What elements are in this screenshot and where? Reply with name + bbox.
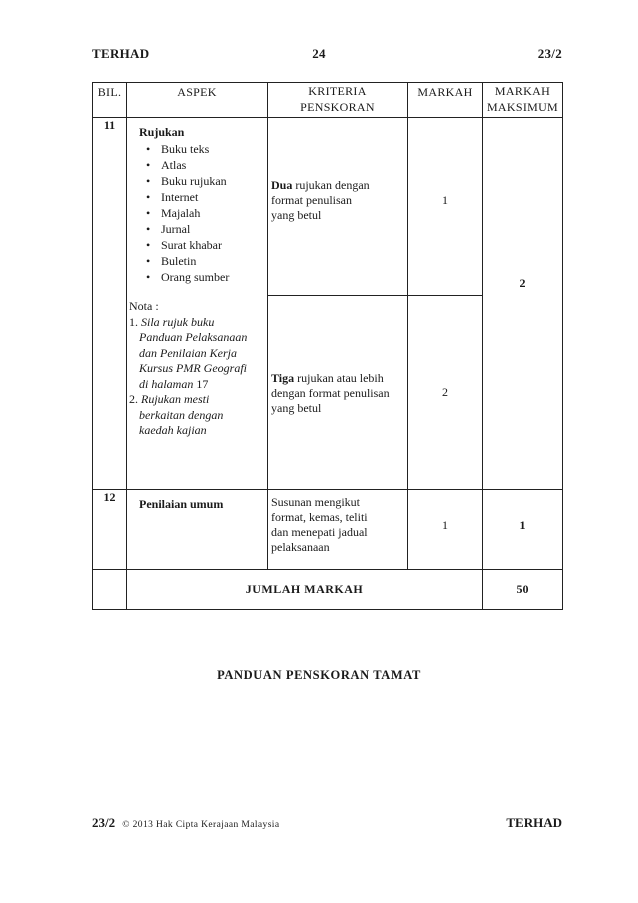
criteria-penilaian	[268, 490, 407, 555]
nota-item-1	[129, 315, 267, 331]
aspek-label: ASPEK	[177, 85, 217, 99]
total-label: JUMLAH MARKAH	[245, 582, 364, 596]
list-item: • Internet	[139, 189, 267, 205]
criteria-dua-keyword: Dua	[271, 178, 293, 192]
max-mark-11: 2	[519, 276, 526, 290]
nota-2-line-3: kaedah kajian	[139, 423, 207, 437]
column-header-bil	[93, 83, 127, 118]
mark-dua: 1	[442, 193, 448, 207]
nota-1-line-3: dan Penilaian Kerja	[139, 345, 237, 360]
criteria-dua-line-2: format penulisan	[271, 193, 352, 207]
closing-statement: PANDUAN PENSKORAN TAMAT	[217, 668, 421, 682]
list-item: • Jurnal	[139, 221, 267, 237]
nota-2-line-2: berkaitan dengan	[139, 407, 224, 422]
column-header-aspek	[127, 83, 268, 118]
row-11-number: 11	[103, 118, 116, 132]
markah-label: MARKAH	[417, 85, 473, 99]
header-right: 23/2	[537, 46, 562, 61]
mark-tiga: 2	[442, 385, 448, 399]
nota-label: Nota :	[129, 299, 159, 313]
criteria-tiga	[268, 369, 407, 416]
mark-penilaian: 1	[442, 518, 448, 532]
kriteria-label-line1: KRITERIA	[308, 84, 367, 98]
footer-code: 23/2	[92, 815, 116, 830]
total-empty-cell	[93, 570, 127, 610]
total-value: 50	[516, 582, 529, 596]
table-row	[93, 118, 563, 296]
list-item: • Buletin	[139, 253, 267, 269]
header-left: TERHAD	[92, 46, 150, 61]
aspect-title-rujukan: Rujukan	[139, 125, 185, 139]
nota-1-line-1: Sila rujuk buku	[141, 314, 215, 329]
total-label-cell	[127, 570, 483, 610]
nota-1-line-4: Kursus PMR Geografi	[139, 361, 247, 375]
criteria-dua-line-1	[271, 178, 405, 193]
nota-1-line-5	[129, 377, 267, 393]
footer-left	[92, 815, 279, 831]
nota-1-page-text: di halaman	[139, 376, 194, 391]
nota-1-page-number: 17	[193, 376, 209, 391]
nota-1-number: 1.	[129, 314, 138, 329]
column-header-kriteria	[268, 83, 408, 118]
criteria-cell-dua	[268, 118, 408, 296]
criteria-penilaian-line-4: pelaksanaan	[271, 540, 330, 554]
maksimum-label-line1: MARKAH	[494, 84, 551, 98]
nota-2-number: 2.	[129, 392, 138, 406]
row-number-12	[93, 490, 127, 570]
criteria-dua-text: rujukan dengan	[292, 178, 370, 192]
marking-scheme-table	[92, 82, 563, 610]
kriteria-label-line2: PENSKORAN	[300, 100, 375, 114]
nota-block	[129, 299, 267, 439]
table-header-row	[93, 83, 563, 118]
list-item: • Buku rujukan	[139, 173, 267, 189]
max-mark-12: 1	[519, 518, 526, 532]
max-mark-cell-12	[483, 490, 563, 570]
criteria-dua-line-3: yang betul	[271, 208, 322, 222]
total-row	[93, 570, 563, 610]
criteria-penilaian-line-3: dan menepati jadual	[271, 525, 368, 539]
nota-2-line-1: Rujukan mesti	[141, 392, 210, 406]
criteria-dua	[268, 176, 407, 223]
criteria-penilaian-line-1: Susunan mengikut	[271, 495, 360, 509]
aspect-cell-penilaian	[127, 490, 268, 570]
column-header-maksimum	[483, 83, 563, 118]
mark-cell-tiga	[408, 296, 483, 490]
criteria-tiga-line-3: yang betul	[271, 401, 322, 415]
maksimum-label-line2: MAKSIMUM	[486, 100, 559, 114]
nota-item-2	[129, 392, 267, 408]
column-header-markah	[408, 83, 483, 118]
page-number: 24	[312, 46, 326, 61]
total-value-cell	[483, 570, 563, 610]
criteria-tiga-line-1	[271, 371, 405, 386]
criteria-tiga-text: rujukan atau lebih	[294, 371, 384, 385]
list-item: • Surat khabar	[139, 237, 267, 253]
aspect-title-penilaian: Penilaian umum	[139, 497, 224, 511]
bil-label: BIL.	[97, 85, 122, 99]
criteria-cell-penilaian	[268, 490, 408, 570]
criteria-tiga-line-2: dengan format penulisan	[271, 386, 390, 400]
reference-list	[139, 141, 267, 285]
list-item: • Buku teks	[139, 141, 267, 157]
list-item: • Majalah	[139, 205, 267, 221]
footer-copyright: © 2013 Hak Cipta Kerajaan Malaysia	[122, 820, 280, 830]
list-item: • Atlas	[139, 157, 267, 173]
criteria-cell-tiga	[268, 296, 408, 490]
nota-1-line-2: Panduan Pelaksanaan	[139, 330, 248, 344]
aspect-cell-rujukan	[127, 118, 268, 490]
criteria-penilaian-line-2: format, kemas, teliti	[271, 510, 368, 524]
criteria-tiga-keyword: Tiga	[271, 371, 295, 385]
footer-right: TERHAD	[506, 815, 562, 830]
mark-cell-penilaian	[408, 490, 483, 570]
row-number-11	[93, 118, 127, 490]
mark-cell-dua	[408, 118, 483, 296]
table-row	[93, 490, 563, 570]
max-mark-cell-11	[483, 118, 563, 490]
row-12-number: 12	[103, 490, 116, 504]
list-item: • Orang sumber	[139, 269, 267, 285]
